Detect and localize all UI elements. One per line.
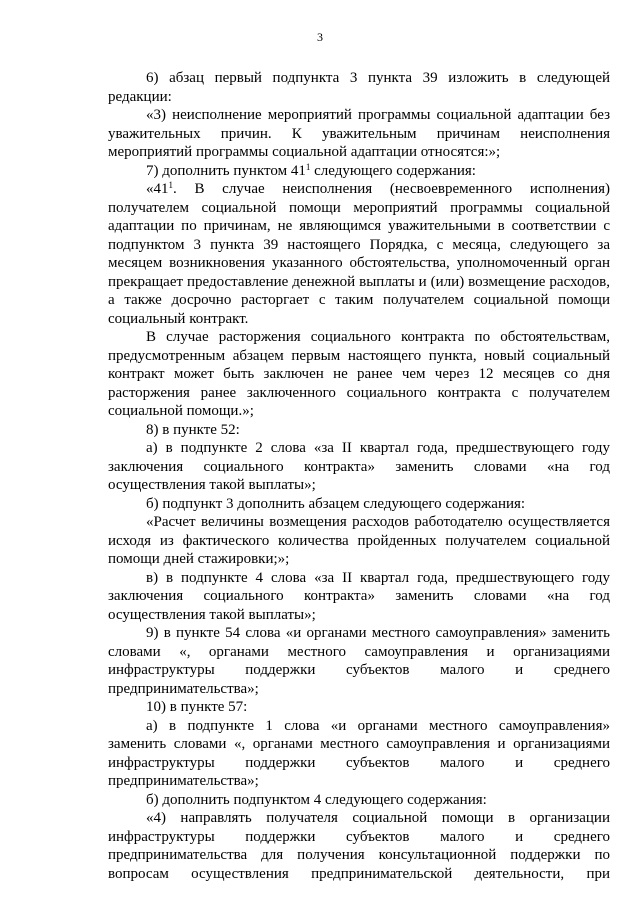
- paragraph-item-41-1-before: «41: [146, 181, 169, 197]
- paragraph-item-8-b-text: «Расчет величины возмещения расходов работодателю осуществляется исходя из фактического количества пройденных получателем социальной помощи дней стажировки;»;: [108, 514, 610, 567]
- paragraph-item-41-1: [108, 180, 610, 328]
- document-body: [108, 69, 610, 883]
- paragraph-item-10-a: а) в подпункте 1 слова «и органами местного самоуправления» заменить словами «, органами местного самоуправления и организациями инфраструктуры поддержки субъектов малого и среднего предпринимательства»;: [108, 717, 610, 789]
- paragraph-item-10: 10) в пункте 57:: [146, 699, 248, 715]
- paragraph-item-41-1-after: . В случае неисполнения (несвоевременного исполнения) получателем социальной помощи мероприятий программы социальной адаптации по причинам, не являющимся уважительными в соответствии с подпунктом 3 пункта 39 настоящего Порядка, с месяца, следующего за месяцем возникновения указанного обстоятельства, уполномоченный орган прекращает предоставление денежной выплаты и (или) возмещение расходов, а также досрочно расторгает с таким получателем социальной помощи социальный контракт.: [108, 181, 610, 327]
- paragraph-item-6: 6) абзац первый подпункта 3 пункта 39 изложить в следующей редакции:: [108, 70, 610, 105]
- paragraph-contract-termination: В случае расторжения социального контракта по обстоятельствам, предусмотренным абзацем первым настоящего пункта, новый социальный контракт может быть заключен не ранее чем через 12 месяцев со дня расторжения ранее заключенного социального контракта с получателем социальной помощи.»;: [108, 329, 610, 419]
- paragraph-item-7-before: 7) дополнить пунктом 41: [146, 162, 306, 179]
- paragraph-item-8-b: б) подпункт 3 дополнить абзацем следующего содержания:: [146, 495, 526, 512]
- paragraph-item-10-b: б) дополнить подпунктом 4 следующего содержания:: [146, 791, 487, 808]
- paragraph-item-8-v: в) в подпункте 4 слова «за II квартал года, предшествующего году заключения социального контракта» заменить словами «на год осуществления такой выплаты»;: [108, 569, 610, 623]
- paragraph-item-6-text: «3) неисполнение мероприятий программы социальной адаптации без уважительных причин. К уважительным причинам неисполнения мероприятий программы социальной адаптации относятся:»;: [108, 107, 610, 160]
- paragraph-item-7: [108, 162, 610, 181]
- superscript-marker: 1: [168, 180, 173, 190]
- paragraph-item-7-after: следующего содержания:: [310, 162, 476, 179]
- page-number: 3: [317, 30, 323, 44]
- paragraph-item-8: 8) в пункте 52:: [146, 421, 240, 438]
- superscript-marker: 1: [305, 161, 311, 172]
- paragraph-item-10-b-text: «4) направлять получателя социальной помощи в организации инфраструктуры поддержки субъектов малого и среднего предпринимательства для получения консультационной поддержки по вопросам осуществления предпринимательской деятельности, при: [108, 810, 610, 882]
- paragraph-item-8-a: а) в подпункте 2 слова «за II квартал года, предшествующего году заключения социального контракта» заменить словами «на год осуществления такой выплаты»;: [108, 440, 610, 493]
- paragraph-item-9: 9) в пункте 54 слова «и органами местного самоуправления» заменить словами «, органами местного самоуправления и организациями инфраструктуры поддержки субъектов малого и среднего предпринимательства»;: [108, 625, 610, 697]
